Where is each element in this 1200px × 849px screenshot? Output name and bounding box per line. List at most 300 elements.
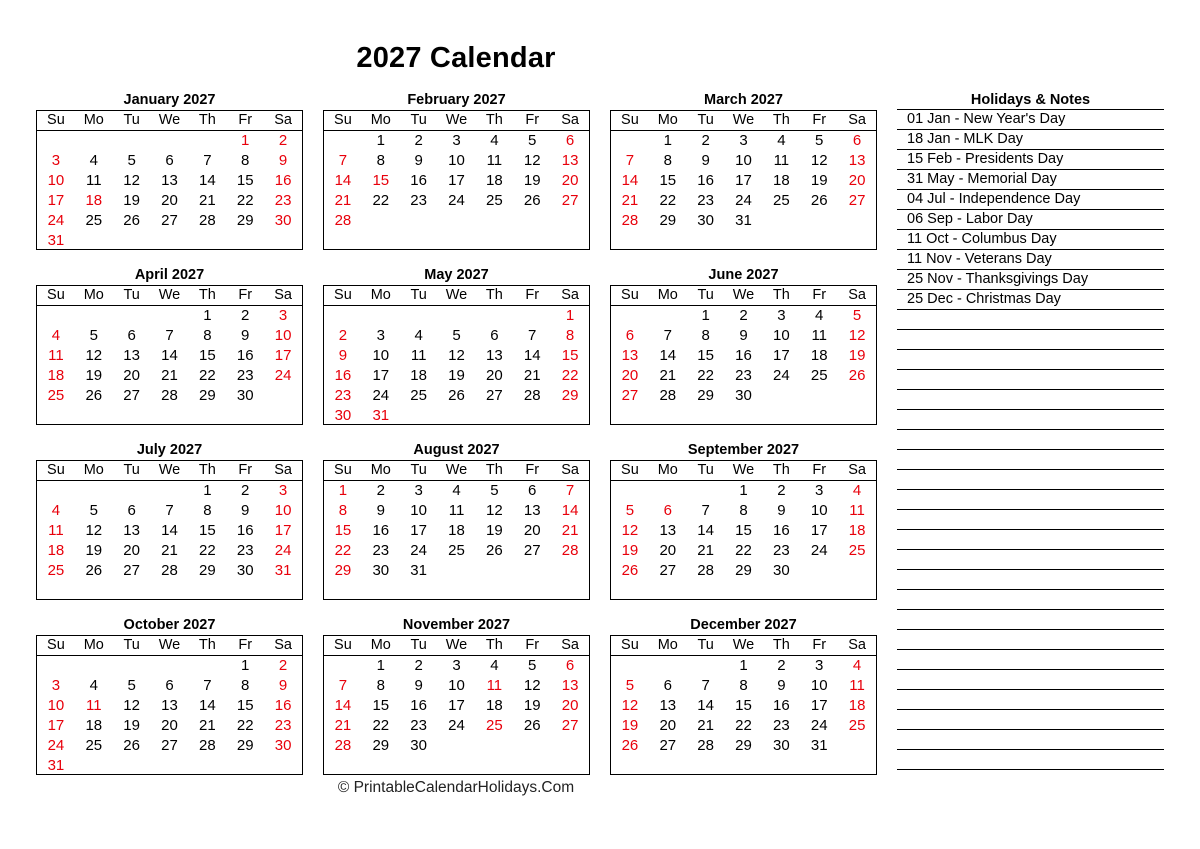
weekday-label: Th — [485, 462, 503, 478]
day-cell: 15 — [697, 347, 714, 364]
weekday-header-row — [611, 286, 876, 306]
day-cell: 14 — [621, 172, 639, 189]
day-cell: 25 — [848, 717, 866, 734]
day-cell — [649, 306, 687, 326]
day-cell: 28 — [199, 737, 216, 754]
weekday-label: Su — [47, 462, 65, 478]
holiday-note: 11 Nov - Veterans Day — [897, 250, 1164, 270]
blank-note-line — [897, 750, 1164, 770]
day-cell: 30 — [334, 407, 352, 424]
day-cell: 19 — [621, 542, 639, 559]
day-cell: 6 — [127, 327, 136, 344]
day-cell: 28 — [659, 387, 677, 404]
day-cell: 8 — [338, 502, 348, 519]
day-cell: 10 — [410, 502, 427, 519]
day-cell: 18 — [448, 522, 465, 539]
weekday-label: Fr — [525, 637, 540, 653]
day-cell: 12 — [621, 522, 639, 539]
holiday-note: 25 Nov - Thanksgivings Day — [897, 270, 1164, 290]
month-grid — [610, 285, 877, 425]
holidays-notes-panel — [897, 90, 1164, 770]
day-cell: 6 — [490, 327, 499, 344]
weekday-label: Sa — [274, 637, 292, 653]
day-cell — [475, 736, 513, 756]
month-grid — [610, 110, 877, 250]
weekday-header-row — [37, 286, 302, 306]
week-row — [324, 656, 589, 676]
day-cell: 28 — [697, 737, 714, 754]
day-cell: 23 — [274, 717, 292, 734]
day-cell: 7 — [203, 152, 212, 169]
week-row — [324, 716, 589, 736]
day-cell: 6 — [625, 327, 635, 344]
day-cell: 11 — [48, 522, 64, 539]
day-cell: 8 — [203, 327, 212, 344]
month-calendar — [610, 615, 877, 775]
month-grid — [36, 285, 303, 425]
month-calendar — [36, 265, 303, 425]
day-cell: 5 — [528, 657, 537, 674]
day-cell: 20 — [486, 367, 503, 384]
day-cell: 15 — [659, 172, 677, 189]
weekday-label: Su — [621, 287, 639, 303]
day-cell: 21 — [161, 542, 178, 559]
day-cell: 2 — [241, 307, 250, 324]
day-cell: 23 — [735, 367, 752, 384]
month-grid — [323, 460, 590, 600]
day-cell — [113, 481, 151, 501]
day-cell: 29 — [735, 737, 752, 754]
day-cell: 30 — [274, 212, 292, 229]
day-cell: 29 — [236, 737, 254, 754]
day-cell: 31 — [410, 562, 427, 579]
day-cell: 15 — [334, 522, 352, 539]
blank-note-line — [897, 530, 1164, 550]
weekday-label: Tu — [123, 462, 140, 478]
day-cell: 10 — [773, 327, 790, 344]
day-cell: 29 — [334, 562, 352, 579]
day-cell: 13 — [123, 347, 140, 364]
weekday-label: Su — [334, 637, 352, 653]
week-row — [611, 541, 876, 561]
day-cell: 17 — [372, 367, 390, 384]
day-cell: 27 — [161, 212, 178, 229]
day-cell — [75, 306, 113, 326]
day-cell: 11 — [849, 677, 865, 694]
day-cell: 25 — [848, 542, 866, 559]
month-title: July 2027 — [136, 442, 203, 458]
day-cell — [264, 756, 302, 776]
week-row — [324, 736, 589, 756]
weekday-label: We — [732, 637, 755, 653]
day-cell: 8 — [663, 152, 672, 169]
day-cell — [151, 131, 189, 151]
month-grid — [323, 285, 590, 425]
day-cell: 22 — [199, 367, 216, 384]
day-cell: 2 — [278, 132, 288, 149]
day-cell: 20 — [848, 172, 866, 189]
day-cell: 28 — [697, 562, 714, 579]
weekday-header-row — [324, 461, 589, 481]
month-title: June 2027 — [708, 267, 779, 283]
week-row — [37, 171, 302, 191]
week-row — [324, 541, 589, 561]
day-cell: 7 — [701, 502, 710, 519]
day-cell: 12 — [85, 522, 103, 539]
month-grid — [36, 635, 303, 775]
weekday-label: Tu — [123, 112, 140, 128]
day-cell: 10 — [448, 152, 465, 169]
day-cell: 4 — [490, 657, 499, 674]
day-cell: 21 — [523, 367, 541, 384]
day-cell: 25 — [810, 367, 828, 384]
day-cell: 17 — [47, 717, 65, 734]
day-cell: 16 — [334, 367, 352, 384]
day-cell: 15 — [199, 347, 216, 364]
page-title: 2027 Calendar — [356, 42, 556, 74]
day-cell: 3 — [278, 307, 288, 324]
day-cell: 8 — [241, 152, 250, 169]
day-cell — [838, 386, 876, 406]
blank-note-line — [897, 330, 1164, 350]
week-row — [611, 211, 876, 231]
blank-note-line — [897, 390, 1164, 410]
day-cell: 8 — [739, 502, 748, 519]
day-cell — [324, 656, 362, 676]
day-cell: 6 — [127, 502, 136, 519]
blank-note-line — [897, 450, 1164, 470]
day-cell: 5 — [625, 677, 635, 694]
day-cell: 27 — [659, 737, 677, 754]
day-cell: 10 — [274, 502, 292, 519]
blank-note-line — [897, 630, 1164, 650]
weekday-label: Su — [47, 112, 65, 128]
weekday-label: Mo — [657, 287, 678, 303]
weekday-label: Tu — [697, 287, 714, 303]
day-cell: 24 — [735, 192, 752, 209]
day-cell — [226, 756, 264, 776]
weekday-label: Th — [772, 112, 790, 128]
month-calendar — [610, 90, 877, 250]
day-cell: 19 — [85, 542, 103, 559]
day-cell — [438, 561, 476, 581]
day-cell: 4 — [815, 307, 824, 324]
day-cell: 21 — [697, 717, 714, 734]
day-cell: 25 — [486, 717, 503, 734]
day-cell: 19 — [123, 192, 140, 209]
week-row — [324, 561, 589, 581]
day-cell: 21 — [621, 192, 639, 209]
day-cell — [611, 131, 649, 151]
holiday-note: 25 Dec - Christmas Day — [897, 290, 1164, 310]
holiday-note: 31 May - Memorial Day — [897, 170, 1164, 190]
weekday-label: Su — [334, 112, 352, 128]
day-cell: 28 — [199, 212, 216, 229]
day-cell: 1 — [241, 132, 250, 149]
footer-copyright: © PrintableCalendarHolidays.Com — [337, 779, 575, 796]
week-row — [611, 306, 876, 326]
day-cell — [551, 736, 589, 756]
weekday-header-row — [37, 461, 302, 481]
weekday-label: We — [732, 462, 755, 478]
day-cell: 26 — [621, 562, 639, 579]
day-cell: 29 — [199, 562, 216, 579]
day-cell: 24 — [372, 387, 390, 404]
day-cell: 4 — [452, 482, 461, 499]
day-cell: 14 — [161, 347, 178, 364]
day-cell: 18 — [848, 697, 866, 714]
week-row — [611, 561, 876, 581]
day-cell: 11 — [773, 152, 790, 169]
day-cell: 24 — [47, 737, 65, 754]
day-cell: 5 — [815, 132, 824, 149]
day-cell: 4 — [51, 327, 61, 344]
day-cell — [438, 406, 476, 426]
day-cell: 5 — [127, 152, 136, 169]
weekday-label: We — [732, 287, 755, 303]
day-cell: 24 — [274, 367, 292, 384]
day-cell: 8 — [241, 677, 250, 694]
day-cell: 22 — [372, 717, 390, 734]
day-cell: 12 — [621, 697, 639, 714]
day-cell — [551, 211, 589, 231]
day-cell: 1 — [203, 482, 212, 499]
day-cell: 16 — [274, 697, 292, 714]
day-cell — [762, 211, 800, 231]
week-row — [324, 406, 589, 426]
day-cell: 8 — [376, 152, 385, 169]
day-cell: 1 — [663, 132, 672, 149]
day-cell — [400, 211, 438, 231]
weekday-label: Su — [621, 112, 639, 128]
day-cell — [324, 306, 362, 326]
weekday-label: Su — [621, 462, 639, 478]
day-cell: 2 — [701, 132, 710, 149]
blank-note-line — [897, 610, 1164, 630]
day-cell: 25 — [85, 737, 103, 754]
month-calendar — [323, 90, 590, 250]
weekday-label: Mo — [83, 112, 104, 128]
week-row — [611, 171, 876, 191]
day-cell: 2 — [739, 307, 748, 324]
day-cell: 28 — [334, 737, 352, 754]
day-cell: 7 — [625, 152, 635, 169]
day-cell: 30 — [773, 562, 790, 579]
day-cell: 9 — [278, 152, 288, 169]
weekday-label: Mo — [83, 637, 104, 653]
day-cell: 26 — [810, 192, 828, 209]
day-cell: 6 — [565, 132, 575, 149]
day-cell: 27 — [486, 387, 503, 404]
day-cell: 28 — [161, 387, 178, 404]
day-cell — [551, 561, 589, 581]
day-cell — [513, 406, 551, 426]
week-row — [37, 386, 302, 406]
weekday-label: Th — [772, 637, 790, 653]
weekday-label: Fr — [525, 287, 540, 303]
day-cell: 6 — [528, 482, 537, 499]
day-cell: 30 — [274, 737, 292, 754]
weekday-label: Sa — [848, 287, 866, 303]
day-cell: 3 — [452, 657, 461, 674]
day-cell: 26 — [848, 367, 866, 384]
day-cell — [687, 656, 725, 676]
weekday-label: Mo — [657, 112, 678, 128]
weekday-label: Th — [772, 287, 790, 303]
week-row — [324, 191, 589, 211]
day-cell: 23 — [697, 192, 714, 209]
day-cell — [438, 211, 476, 231]
weekday-label: Th — [485, 637, 503, 653]
day-cell: 1 — [739, 482, 748, 499]
day-cell: 2 — [777, 482, 786, 499]
weekday-header-row — [37, 111, 302, 131]
day-cell: 24 — [448, 192, 465, 209]
day-cell: 18 — [85, 192, 103, 209]
month-grid — [610, 635, 877, 775]
day-cell: 26 — [486, 542, 503, 559]
week-row — [611, 366, 876, 386]
day-cell: 16 — [773, 522, 790, 539]
day-cell — [264, 231, 302, 251]
day-cell: 20 — [561, 697, 579, 714]
day-cell: 15 — [236, 697, 254, 714]
day-cell: 27 — [123, 387, 140, 404]
day-cell: 13 — [621, 347, 639, 364]
day-cell: 30 — [236, 562, 254, 579]
day-cell: 13 — [161, 172, 178, 189]
day-cell: 30 — [697, 212, 714, 229]
day-cell: 17 — [448, 697, 465, 714]
weekday-label: Tu — [697, 112, 714, 128]
day-cell: 5 — [528, 132, 537, 149]
month-calendar — [610, 440, 877, 600]
day-cell — [362, 306, 400, 326]
day-cell: 24 — [448, 717, 465, 734]
day-cell: 23 — [236, 367, 254, 384]
day-cell: 29 — [659, 212, 677, 229]
day-cell: 26 — [85, 387, 103, 404]
day-cell: 18 — [486, 697, 503, 714]
day-cell — [513, 561, 551, 581]
weekday-label: Tu — [410, 637, 427, 653]
weekday-label: Mo — [657, 462, 678, 478]
weekday-label: We — [158, 287, 181, 303]
day-cell: 3 — [452, 132, 461, 149]
day-cell: 14 — [561, 502, 579, 519]
weekday-label: Mo — [370, 462, 391, 478]
week-row — [611, 676, 876, 696]
week-row — [611, 716, 876, 736]
day-cell: 13 — [123, 522, 140, 539]
weekday-label: Tu — [410, 287, 427, 303]
day-cell: 1 — [376, 132, 385, 149]
day-cell: 7 — [528, 327, 537, 344]
day-cell: 29 — [372, 737, 390, 754]
blank-note-line — [897, 570, 1164, 590]
day-cell: 25 — [448, 542, 465, 559]
week-row — [324, 366, 589, 386]
weekday-label: Su — [334, 287, 352, 303]
month-title: February 2027 — [407, 92, 506, 108]
day-cell — [324, 131, 362, 151]
day-cell: 25 — [47, 562, 65, 579]
holiday-note: 01 Jan - New Year's Day — [897, 110, 1164, 130]
day-cell: 4 — [852, 482, 862, 499]
day-cell: 15 — [372, 172, 390, 189]
weekday-label: Sa — [274, 287, 292, 303]
week-row — [37, 676, 302, 696]
day-cell: 1 — [203, 307, 212, 324]
day-cell: 14 — [334, 697, 352, 714]
day-cell: 9 — [414, 152, 423, 169]
day-cell: 9 — [376, 502, 385, 519]
day-cell: 27 — [123, 562, 140, 579]
day-cell — [513, 211, 551, 231]
week-row — [611, 191, 876, 211]
week-row — [611, 521, 876, 541]
day-cell: 14 — [161, 522, 178, 539]
day-cell: 24 — [773, 367, 790, 384]
day-cell: 29 — [236, 212, 254, 229]
day-cell: 15 — [561, 347, 579, 364]
day-cell: 16 — [410, 172, 427, 189]
day-cell: 16 — [410, 697, 427, 714]
day-cell: 4 — [414, 327, 423, 344]
day-cell: 29 — [697, 387, 714, 404]
day-cell: 5 — [127, 677, 136, 694]
week-row — [611, 151, 876, 171]
day-cell: 5 — [490, 482, 499, 499]
day-cell: 9 — [777, 502, 786, 519]
holiday-note: 15 Feb - Presidents Day — [897, 150, 1164, 170]
day-cell — [475, 306, 513, 326]
day-cell: 12 — [123, 697, 140, 714]
weekday-label: Sa — [274, 112, 292, 128]
weekday-label: Sa — [848, 462, 866, 478]
day-cell: 17 — [810, 697, 828, 714]
day-cell: 8 — [739, 677, 748, 694]
day-cell: 14 — [199, 697, 216, 714]
day-cell: 20 — [161, 717, 178, 734]
weekday-label: Su — [47, 287, 65, 303]
blank-note-line — [897, 350, 1164, 370]
month-title: January 2027 — [123, 92, 216, 108]
day-cell: 4 — [852, 657, 862, 674]
day-cell: 31 — [47, 757, 65, 774]
day-cell: 22 — [199, 542, 216, 559]
month-title: May 2027 — [424, 267, 489, 283]
day-cell: 15 — [236, 172, 254, 189]
weekday-label: Fr — [812, 112, 827, 128]
day-cell: 22 — [659, 192, 677, 209]
weekday-header-row — [37, 636, 302, 656]
day-cell: 8 — [701, 327, 710, 344]
month-calendar — [610, 265, 877, 425]
day-cell: 13 — [848, 152, 866, 169]
day-cell: 7 — [663, 327, 672, 344]
weekday-label: Fr — [812, 637, 827, 653]
day-cell: 24 — [810, 717, 828, 734]
day-cell — [151, 306, 189, 326]
day-cell: 19 — [448, 367, 465, 384]
day-cell: 8 — [376, 677, 385, 694]
day-cell: 18 — [848, 522, 866, 539]
day-cell: 12 — [848, 327, 866, 344]
day-cell: 9 — [739, 327, 748, 344]
day-cell: 1 — [241, 657, 250, 674]
weekday-label: We — [445, 112, 468, 128]
